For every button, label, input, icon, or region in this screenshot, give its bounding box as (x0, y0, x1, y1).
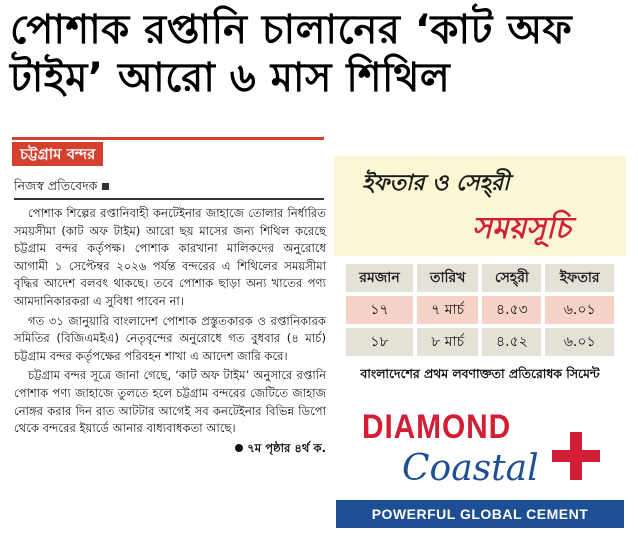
header-ramadan: রমজান (346, 264, 413, 292)
headline (10, 6, 628, 102)
article-paragraph-3: চট্টগ্রাম বন্দর সূত্রে জানা গেছে, ‘কাট অফ টাইম’ অনুসারে রপ্তানি পোশাক পণ্য জাহাজে তুলতে হলে চট্টগ্রাম বন্দরের জেটিতে জাহাজ নোঙ্গর করার দিন রাত আটটার আগেই সব কনটেইনার বিভিন্ন ডিপো থেকে বন্দরের ইয়ার্ডে আনার বাধ্যবাধকতা আছে। (14, 368, 326, 436)
cell-date: ৮ মার্চ (413, 328, 478, 356)
cell-sehri: ৪.৫২ (478, 328, 541, 356)
cell-iftar: ৬.০১ (541, 328, 614, 356)
square-bullet-icon (102, 183, 109, 190)
continued-text: ৭ম পৃষ্ঠার ৪র্থ ক. (247, 440, 326, 455)
ad-header (334, 156, 626, 256)
section-tag-bar (12, 137, 324, 166)
table-header-row (346, 264, 614, 292)
brand-coastal-logo: Coastal (402, 448, 539, 489)
ad-title-schedule: সময়সূচি (472, 211, 571, 246)
byline-text: নিজস্ব প্রতিবেদক (14, 178, 98, 193)
cell-date: ৭ মার্চ (413, 296, 478, 324)
header-sehri: সেহ্‌রী (478, 264, 541, 292)
plus-icon (552, 432, 600, 480)
byline-divider (14, 198, 324, 200)
bullet-dot-icon (235, 444, 243, 452)
article-paragraph-1: পোশাক শিল্পের রপ্তানিবাহী কনটেইনার জাহাজে তোলার নির্ধারিত সময়সীমা (কাট অফ টাইম) আরো ছয় মাসের জন্য শিথিল করেছে চট্টগ্রাম বন্দর কর্তৃপক্ষ। পোশাক কারখানা মালিকদের অনুরোধে আগামী ১ সেপ্টেম্বর ২০২৬ পর্যন্ত বন্দরের এ শিথিলের সময়সীমা বৃদ্ধির আদেশ বলবৎ থাকছে। তবে পোশাক ছাড়া অন্য খাতের পণ্য আমদানিকারকরা এ সুবিধা পাবেন না। (14, 206, 326, 308)
headline-line-2: টাইম’ আরো ৬ মাস শিথিল (10, 55, 451, 101)
cell-ramadan: ১৮ (346, 328, 413, 356)
article-paragraph-2: গত ৩১ জানুয়ারি বাংলাদেশ পোশাক প্রস্তুতকারক ও রপ্তানিকারক সমিতির (বিজিএমইএ) নেতৃবৃন্দের অনুরোধে গত বুধবার (৪ মার্চ) চট্টগ্রাম বন্দর কর্তৃপক্ষের পরিবহন শাখা এ আদেশ জারি করে। (14, 313, 326, 363)
ad-tagline-band: POWERFUL GLOBAL CEMENT (336, 500, 624, 528)
header-iftar: ইফতার (541, 264, 614, 292)
table-row (346, 328, 614, 356)
cell-sehri: ৪.৫৩ (478, 296, 541, 324)
ad-slogan: বাংলাদেশের প্রথম লবণাক্ততা প্রতিরোধক সিমেন্ট (360, 366, 600, 381)
cell-ramadan: ১৭ (346, 296, 413, 324)
byline (14, 178, 109, 198)
brand-diamond-logo: DIAMOND (362, 408, 512, 446)
header-date: তারিখ (413, 264, 478, 292)
section-tag: চট্টগ্রাম বন্দর (12, 142, 103, 166)
article-body (14, 205, 326, 457)
cell-iftar: ৬.০১ (541, 296, 614, 324)
table-row (346, 296, 614, 324)
ramadan-schedule-table (346, 260, 614, 360)
continued-note (14, 440, 326, 458)
ad-title-iftar-sehri: ইফতার ও সেহ্‌রী (362, 170, 510, 196)
headline-line-1: পোশাক রপ্তানি চালানের ‘কাট অফ (10, 7, 573, 53)
advertisement (334, 156, 626, 552)
